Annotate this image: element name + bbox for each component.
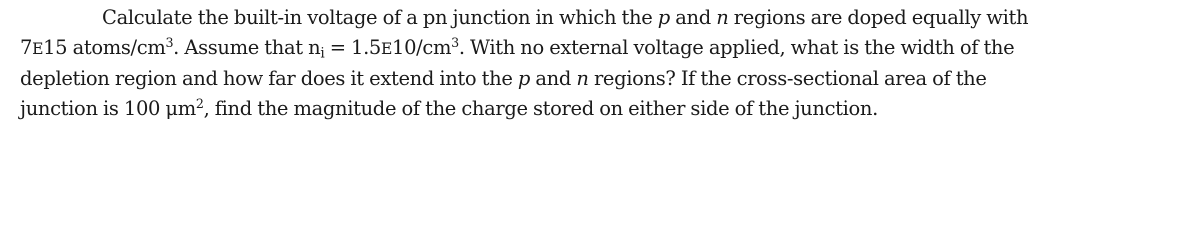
- problem-line-3: [20, 66, 1185, 91]
- problem-line-4: [20, 91, 1185, 121]
- problem-line-1: [20, 5, 1185, 30]
- line4-text-a: junction is 100 μm: [20, 97, 196, 121]
- clipped-previous-line: [0, 0, 1200, 3]
- doping-unit-superscript: 3: [165, 35, 174, 50]
- ni-exp-marker: E: [381, 39, 393, 58]
- p-variable: p: [657, 6, 670, 29]
- line4-text-b: , find the magnitude of the charge stored on either side of the junction.: [203, 97, 878, 121]
- line2-text-b: . With no external voltage applied, what is the width of the: [458, 35, 1015, 59]
- n-variable: n: [576, 67, 589, 91]
- doping-unit: atoms/cm: [67, 35, 166, 59]
- doping-exp-marker: E: [32, 39, 44, 58]
- line1-and: and: [669, 6, 717, 29]
- line2-text-a: . Assume that n: [173, 35, 321, 59]
- doping-exponent: 15: [43, 35, 68, 59]
- line1-text-b: regions are doped equally with: [728, 6, 1029, 29]
- p-variable: p: [517, 67, 531, 91]
- doping-coefficient: 7: [20, 35, 33, 59]
- line3-text-a: depletion region and how far does it extend into the: [20, 67, 518, 91]
- line3-text-b: regions? If the cross-sectional area of the: [588, 67, 987, 91]
- ni-unit: /cm: [416, 35, 452, 59]
- area-unit-superscript: 2: [195, 96, 204, 112]
- ni-unit-superscript: 3: [451, 35, 459, 50]
- ni-subscript: i: [320, 45, 325, 62]
- problem-text: [20, 5, 1185, 121]
- n-variable: n: [716, 6, 729, 29]
- ni-value: = 1.5: [324, 35, 381, 59]
- line1-text-a: Calculate the built-in voltage of a pn junction in which the: [102, 6, 658, 29]
- line3-and: and: [530, 67, 577, 91]
- problem-line-2: [20, 30, 1185, 66]
- ni-exponent: 10: [392, 35, 417, 59]
